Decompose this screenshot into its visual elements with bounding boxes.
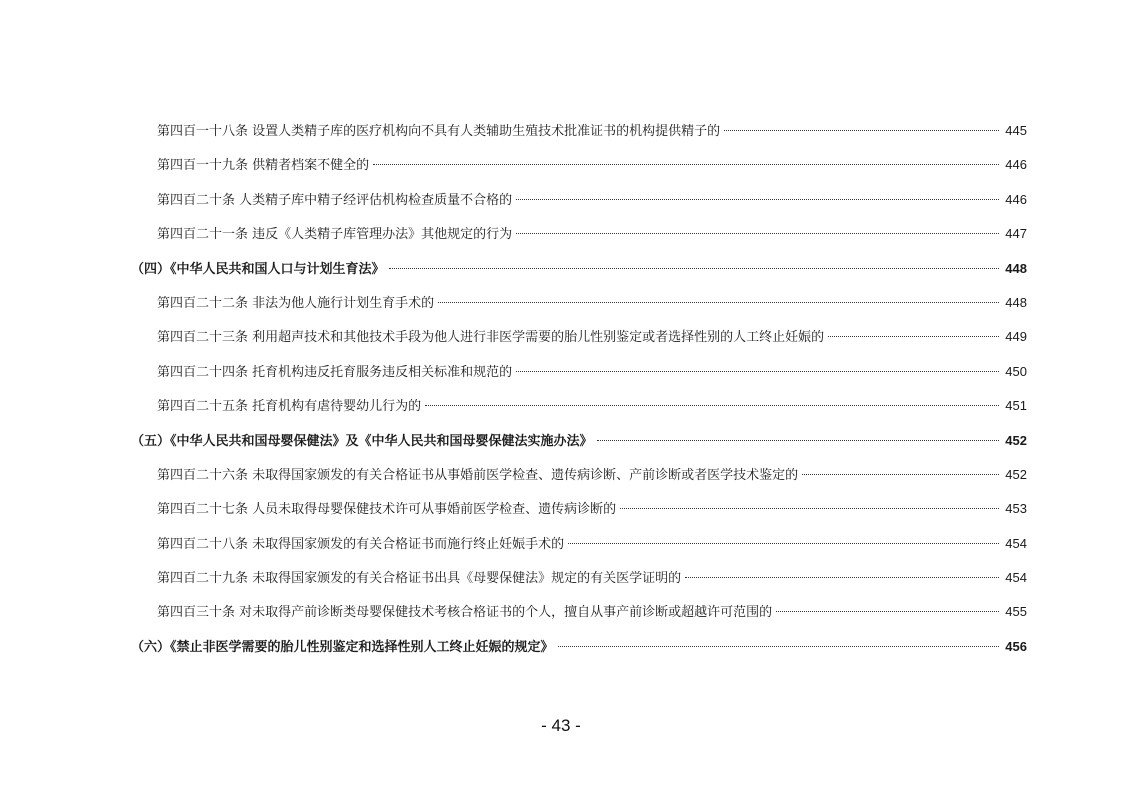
dot-leader [685, 576, 999, 578]
toc-entry[interactable] [131, 152, 1027, 186]
toc-entry[interactable] [131, 393, 1027, 427]
dot-leader [438, 301, 999, 303]
toc-entry-page: 446 [1005, 157, 1027, 173]
toc-entry[interactable] [131, 290, 1027, 324]
toc-entry-page: 451 [1005, 398, 1027, 414]
toc-entry-page: 445 [1005, 123, 1027, 138]
toc-entry[interactable] [131, 359, 1027, 393]
toc-entry-title: 第四百二十四条 托育机构违反托育服务违反相关标准和规范的 [157, 364, 513, 380]
page-number: - 43 - [541, 716, 581, 735]
toc-entry-title: 第四百一十八条 设置人类精子库的医疗机构向不具有人类辅助生殖技术批准证书的机构提供精子的 [157, 124, 721, 139]
toc-entry-title: 第四百二十一条 违反《人类精子库管理办法》其他规定的行为 [157, 227, 513, 243]
toc-entry-page: 454 [1005, 535, 1027, 551]
dot-leader [828, 335, 999, 337]
toc-section-heading[interactable] [131, 428, 1027, 462]
dot-leader [389, 267, 999, 269]
toc-entry-title: 第四百二十条 人类精子库中精子经评估机构检查质量不合格的 [157, 192, 513, 208]
dot-leader [425, 404, 999, 406]
table-of-contents [131, 118, 1027, 668]
dot-leader [597, 439, 999, 441]
toc-entry[interactable] [131, 462, 1027, 496]
dot-leader [802, 473, 999, 475]
toc-entry-page: 452 [1005, 432, 1027, 448]
toc-entry[interactable] [131, 565, 1027, 599]
toc-entry[interactable] [131, 496, 1027, 530]
toc-entry-page: 452 [1005, 466, 1027, 482]
toc-entry[interactable] [131, 221, 1027, 255]
toc-entry[interactable] [131, 531, 1027, 565]
toc-entry-page: 447 [1005, 226, 1027, 242]
toc-entry-title: 第四百三十条 对未取得产前诊断类母婴保健技术考核合格证书的个人，擅自从事产前诊断或超越许可范围的 [157, 605, 773, 621]
toc-entry-page: 456 [1005, 638, 1027, 654]
toc-entry-page: 448 [1005, 294, 1027, 310]
dot-leader [516, 370, 999, 372]
toc-entry-title: 第四百二十六条 未取得国家颁发的有关合格证书从事婚前医学检查、遗传病诊断、产前诊断或者医学技术鉴定的 [157, 467, 799, 483]
toc-section-title: （六）《禁止非医学需要的胎儿性别鉴定和选择性别人工终止妊娠的规定》 [131, 639, 554, 655]
toc-entry-page: 455 [1005, 604, 1027, 620]
toc-entry-page: 448 [1005, 260, 1027, 276]
dot-leader [620, 507, 999, 509]
dot-leader [568, 542, 999, 544]
toc-entry-page: 446 [1005, 191, 1027, 207]
toc-section-heading[interactable] [131, 256, 1027, 290]
toc-entry-page: 450 [1005, 363, 1027, 379]
toc-entry-title: 第四百二十七条 人员未取得母婴保健技术许可从事婚前医学检查、遗传病诊断的 [157, 502, 617, 518]
dot-leader [516, 198, 999, 200]
toc-entry-title: 第四百二十三条 利用超声技术和其他技术手段为他人进行非医学需要的胎儿性别鉴定或者选择性别的人工终止妊娠的 [157, 330, 825, 346]
dot-leader [373, 163, 999, 165]
toc-section-title: （四）《中华人民共和国人口与计划生育法》 [131, 261, 385, 277]
toc-entry-page: 453 [1005, 501, 1027, 517]
toc-entry[interactable] [131, 324, 1027, 358]
toc-entry-page: 449 [1005, 329, 1027, 345]
toc-entry-title: 第四百二十五条 托育机构有虐待婴幼儿行为的 [157, 399, 422, 415]
dot-leader [776, 610, 999, 612]
toc-entry-page: 454 [1005, 570, 1027, 586]
toc-section-title: （五）《中华人民共和国母婴保健法》及《中华人民共和国母婴保健法实施办法》 [131, 433, 593, 449]
toc-entry-title: 第四百二十二条 非法为他人施行计划生育手术的 [157, 295, 435, 311]
toc-section-heading[interactable] [131, 634, 1027, 668]
toc-entry-title: 第四百一十九条 供精者档案不健全的 [157, 158, 370, 174]
dot-leader [516, 232, 999, 234]
toc-entry[interactable] [131, 118, 1027, 152]
toc-entry[interactable] [131, 599, 1027, 633]
toc-entry-title: 第四百二十九条 未取得国家颁发的有关合格证书出具《母婴保健法》规定的有关医学证明的 [157, 571, 682, 587]
toc-entry-title: 第四百二十八条 未取得国家颁发的有关合格证书而施行终止妊娠手术的 [157, 536, 565, 552]
dot-leader [558, 645, 999, 647]
toc-entry[interactable] [131, 187, 1027, 221]
dot-leader [724, 129, 999, 131]
